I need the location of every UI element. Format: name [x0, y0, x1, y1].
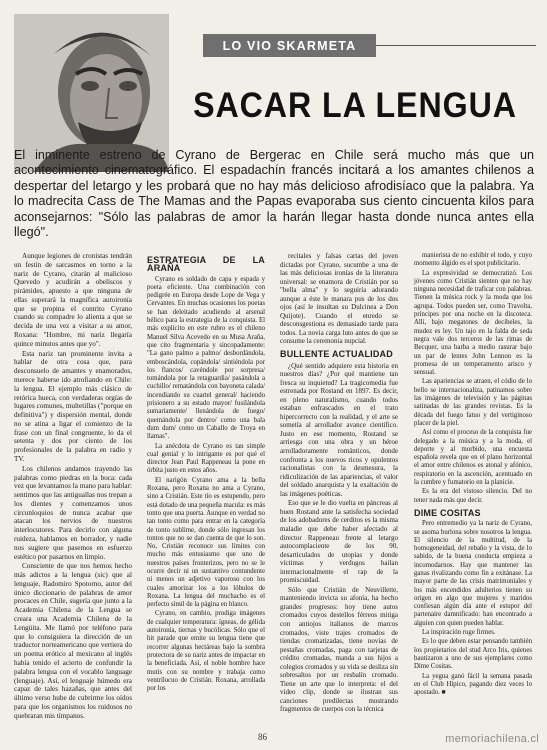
subhead-estrategia: ESTRATEGIA DE LA ARAÑA: [147, 255, 265, 274]
body-column-1: [14, 252, 132, 721]
paragraph: El narigón Cyrano ama a la bella Roxana, pero Roxana no ama a Cyrano, sino a Cristián. Este tío es estupendo, pero está dotado de una pequeña macula: es más tonto que una puerta. Aunque en verdad no tan tonto como para entrar en la categoría de tonto sublime, donde sólo ingresan los tontos que no se dan cuenta de que lo son. No, Cristián reconoce sus límites con mucho más entusiasmo que uno de nuestros países fronterizos, pero no se le ocurre decir ni un sustantivo contundente ni menos un adjetivo vaporoso con los cuales amorizar los a los lóbulos de Roxana. La lengua del muchacho es el perfecto símil de la página en blanco.: [147, 476, 265, 609]
page-number: 86: [258, 732, 267, 742]
paragraph: La anécdota de Cyrano es tan simple cual genial y lo intrigante es por qué el director Jean Paul Rappeneau la pone en órbita justo en estos años.: [147, 442, 265, 475]
paragraph: Así como el proceso de la conquista fue delegado a la música y a la moda, el deporte y al morbido, una encuesta española revela que en el plano horizontal el amor entre chilenos es atonal y afónico, respiratorio en la ascención, acentuado en la cumbre y fumatorio en la planicie.: [414, 429, 532, 487]
paragraph: Cyrano, en cambio, prodiga imágenes de cualquier temperatura: ígneas, de gélida autoironía, tiernas y bucólicas. Sólo que el hit parade que emite su lengua tiene que recorrer algunas hectáreas bajo la sombra protectora de su nariz antes de impactar en la beneficiada. Así, el noble hombre hace mutis con su nombre y trabaja como ventrílocuo de Cristián. Roxana, arrollada por los: [147, 610, 265, 693]
paragraph: Es la era del vistoso silencio. Del no tener nada más que decir.: [414, 488, 532, 504]
body-column-4: [414, 252, 532, 698]
paragraph: recitales y falsas cartas del joven dictadas por Cyrano, sucumbe a una de las más deliciosas ironías de la literatura universal: se enamora de Cristián por su "bella alma" y lo seguiría adorando aunque a éste le manara pus de los dos ojos (así le insultan su Dulcinea a Don Quijote). Cuando el enredo se desconsgestiona es demasiado tarde para todos. La novia carga luto antes de que se consume la ceremonia nupcial.: [280, 252, 398, 346]
paragraph: Las apariencias se atraen, el códio de lo bello se internacionaliza, patinamos sobre las imágenes de televisión y las páginas satinadas de las grandes revistas. Es la década del fuego fatuo y del vertiginoso placer de la piel.: [414, 378, 532, 427]
paragraph: Los chilenos andamos trayendo las palabras como piedras en la boca: cada vez que levantamos la mano para hablar: sentimos que las antiguallas nos trepan a los dientes y comenzamos unos circunloquios de nunca acabar que atacan los nervios de nuestros interlocutores. Para decirlo con alguna ruideza, hablamos en borrador, y nadie nos sugiere que pasemos en esfuerzo estético por pasarnos en limpio.: [14, 464, 132, 561]
paragraph: La inspiración ruge firmes.: [422, 629, 496, 637]
paragraph: ¿Qué sentido adquiere esta historia en nuestros días? ¿Por qué mantiene tan fresca su inquietud? La tragicomedia fue estrenada por Rostand en 1897. Es decir, en pleno naturalismo, cuando todos estaban enfrascados en el trato hipercorrecto con la realidad, y el arte se sometía al arrollador avance científico. Justo en ese momento, Rostand se arriesga con una obra y un héroe arrolladoramente románticos, donde confronta a los nuevos ricos y opulentos racionalistas con la desmesura, la ridiculización de las apariencias, el valor del soldado anarquista y la exaltación de las imágenes poéticas.: [280, 361, 398, 498]
subhead-actualidad: BULLENTE ACTUALIDAD: [280, 349, 393, 360]
paragraph: La expresividad se democratizó. Los jóvenes como Cristián sienten que no hay ninguna necesidad de traficar con palabras. Tienen la música rock y la moda que los agrupa. Todos pueden ser, como Travolta, príncipes por una noche en la discoteca. Allí, bajo megatones de decibeles, la mudez es ley. Un tajo en la falda de seda negra vale dos terceros de las rimas de Becquer, una barba a medio rasurar bajo un par de lentes John Lennon es la promesa de un temperamento arisco y sensual.: [414, 269, 532, 377]
source-watermark: memoriachilena.cl: [445, 733, 539, 745]
subhead-dime-cositas: DIME COSITAS: [414, 507, 481, 518]
article-deck: El inminente estreno de Cyrano de Bergerac en Chile será mucho más que un acontecimiento cinematográfico. El espadachín francés incitará a los amantes chilenos a despertar del letargo y les probará que no hay más delicioso afrodisíaco que la palabra. Ya lo madrecita Cass de The Mamas and the Papas evaporaba sus ciento cincuenta kilos para aconsejarnos: "Sólo las palabras de amor la harán llegar hasta donde nunca antes ella llegó".: [14, 148, 534, 240]
paragraph: Consciente de que nos hemos hecho más adictos a la lengua (sic) que al lenguaje, Radomiro Spotorno, autor del único diccionario de palabras de amor procaces en Chile, sugería que junto a la Academia Chilena de la Lengua se creara una Academia Chilena de la Lengüita. Me llamó por teléfono para que lo consiguiera la dirección de un traductor norteamericano que vertiera do un poema erótico al mexicano al inglés había tenido el acierto de confundir la palabra lengua con el vocablo language (lenguaje). Así, el lenguaje húmedo era capaz de tales hazañas, que antes del último verso hube de cubrirme los oídos para que los organismos los ruidosos no quebraran mis tímpanos.: [14, 562, 132, 720]
paragraph: Aunque legiones de cronistas tendrán un festín de sarcasmos en torno a la nariz de Cyrano, citarán al malicioso Quevedo y acudirán a obeliscos y pirámides, apuesto a que ninguna de ellas superará la magnífica autoironía que se propina el contrito Cyrano cuando su compadre lo alienta a que se decida de una vez a visitar a su amor, Roxana: "Hombre, mi nariz llegaría quince minutos antes que yo".: [14, 252, 132, 348]
section-rule: [376, 45, 536, 46]
section-label: LO VIO SKARMETA: [203, 34, 376, 57]
paragraph: Sólo que Cristián de Neuvillette, manteniendo invicta su afonía, ha hecho grandes progresos: hoy tiene autos cromados cuyos destellos férreos mitiga con antiojos italianos de marcos cromados, viste trajes cromados de tiendas cromatizadas, tiene novias de pestañas cromadas, paga con tarjetas de crédito cromadas, manda a sus hijos a colegios cromados y su vida se desliza sin sobresaltos por un resbalín cromado. Tiene un arte que lo interpreta: el del video clip, donde se ilustran sus canciones predilectas mostrando fragmentos de cuerpos con la técnica: [280, 585, 399, 714]
body-column-2: [147, 252, 265, 694]
paragraph: Cyrano es soldado de capa y espada y poeta eficiente. Una combinación con pedigrée en Europa desde Lope de Vega y Cervantes. En muchas ocasiones los poetas se han deleitado acudiendo al arsenal bélico para la estrategia de la conquista. El más explícito en este rubro es el chileno Manuel Silva Acevedo en su Musa Araña, que cito fragmentaria y sincopadamente: "La gano palmo a palmo/ desbordándola, emboscándola, copándola/ sintiéndola por los flancos/ cavéndole por sorpresa/ tomándola por la retaguardia/ pasándola a cuchillo/ rematándola con bayoneta calada/ incendiando su cuartel general/ haciendo prisionero a su estado mayor/ fusilándola sumariamente/ llenándola de fuego/ quemándola por dentro/ como una bala dum dum/ como un Caballo de Troya en llamas".: [147, 275, 265, 441]
article-body: [14, 252, 536, 732]
body-column-3: [280, 252, 398, 715]
paragraph: La yegua ganó fácil la semana pasada en el Club Hípico, pagando diez veces lo apostado. ■: [414, 672, 532, 697]
paragraph: Eso que se le dio vuelta en páncreas al buen Rostand ante la satisfecha sociedad de los adobadores de cerditos es la misma maladie que debe haber afectado al director Rappeneau frente al letargo autocomplaciente de los 90, desarticulados de utopías y donde víctimas y verdugos bailan internacionalmente el rap de la promiscuidad.: [280, 499, 398, 585]
paragraph: Esta nariz tan prominente invita a hablar de otra cosa que, para desconsuelo de amantes y enamorados, merece haberse ido atrofiando en Chile: la lengua. El ejemplo más clásico de retórica hueca, con verdaderas orgías de lugares comunes, multetillas ("porque en definitiva") y dispersión mental, donde no se atina a ligar el comienzo de la frase con un final congruente, lo da el setenta y dos por ciento de los profesionales de la palabra en radio y TV.: [14, 349, 132, 463]
paragraph: Es lo que deben estar pensando también los propietarios del stud Arco Iris, quienes bautizaron a uno de sus ejemplares como Dime Cositas.: [414, 638, 532, 671]
article-headline: SACAR LA LENGUA: [193, 86, 517, 125]
paragraph: manierista de no exhibir el todo, y cuyo momento álgido es el spot publicitario.: [414, 252, 532, 268]
paragraph: Pero entremedio ya la nariz de Cyrano, se asoma burlona sobre nosotros la lengua. El silencio de la multitud, de la homogeneidad, del rebaño y la vista, de lo sabido, de la buena conducta empieza a incomodarnos. Hay que mantener las ganas rivalizando como fin a exitánase. La mayor parte de las crisis matrimoniales y los más encendidos adulterios tienen su origen en algo que mujeres y maridos confiesan algún día ante el estupor del partenaire damnificado: han encontrado a alguien con quien pueden hablar.: [414, 520, 532, 627]
